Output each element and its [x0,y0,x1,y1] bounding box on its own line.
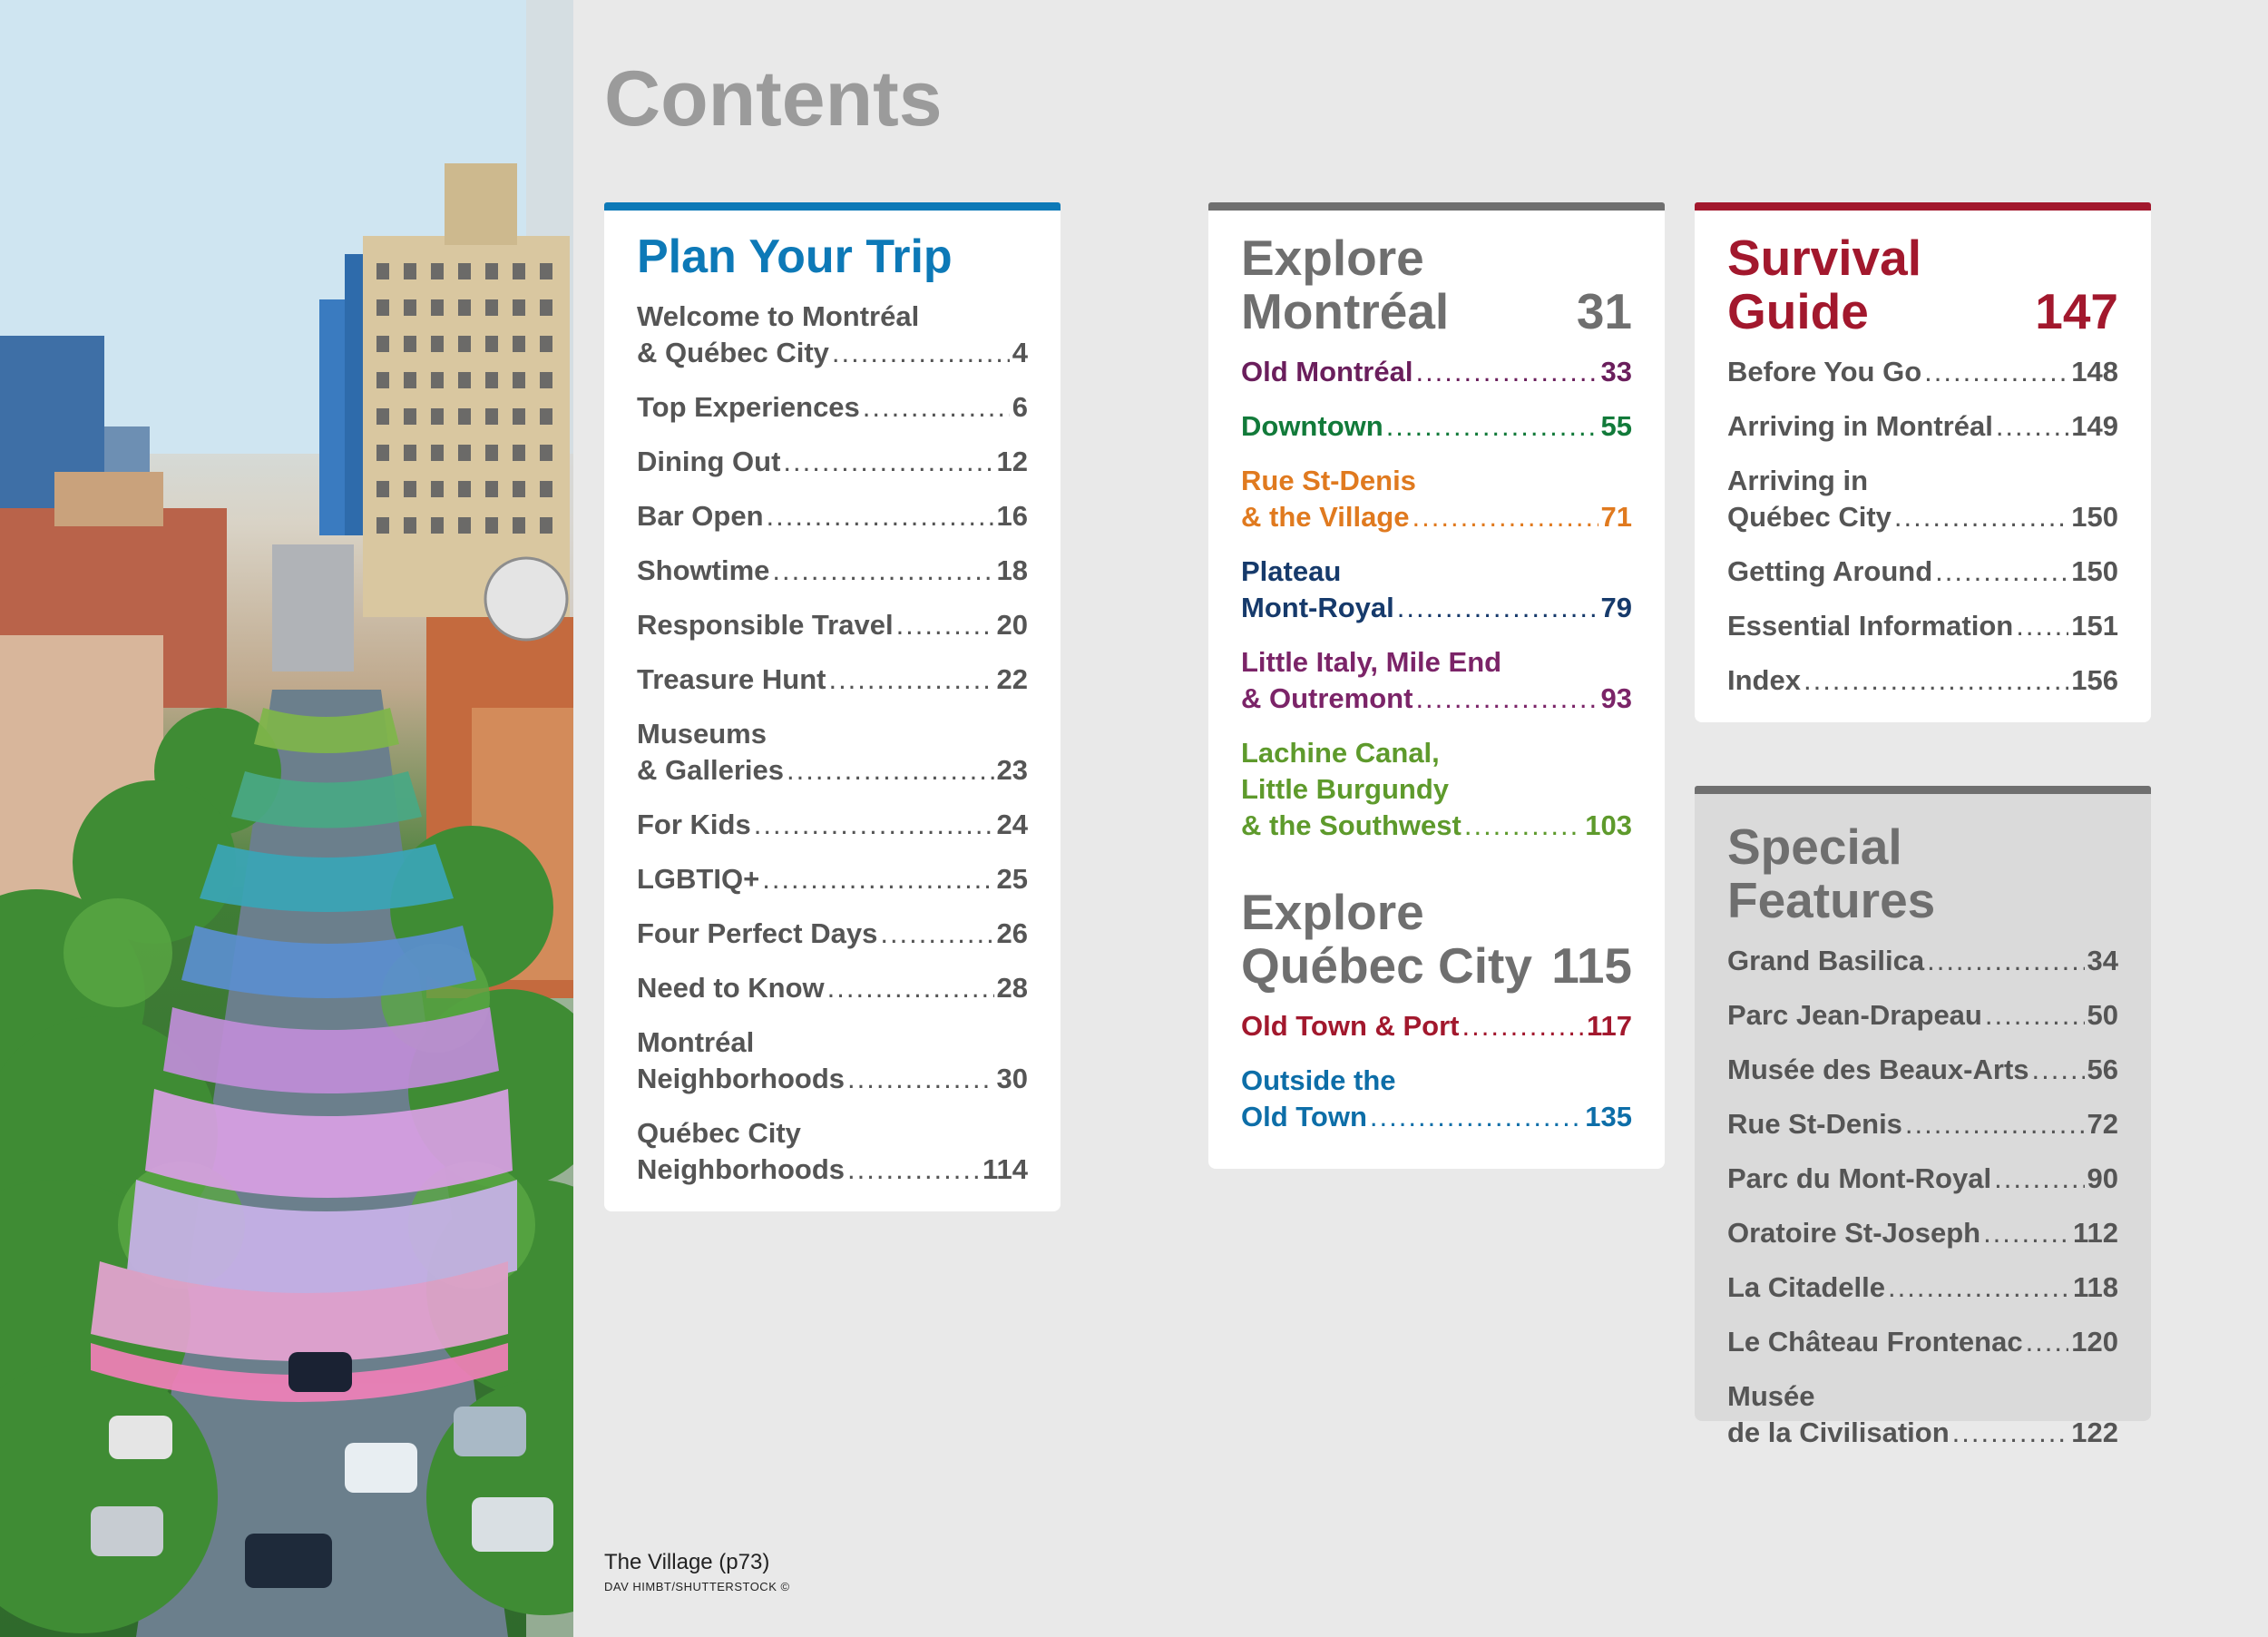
toc-entry[interactable]: Québec City Neighborhoods ..... 114 [637,1115,1028,1188]
page-number: 90 [2087,1162,2118,1194]
page-number: 150 [2071,554,2118,587]
page-number: 25 [996,863,1028,896]
page-number: 56 [2087,1053,2118,1085]
toc-entry[interactable]: Essential Information ..... 151 [1727,608,2118,644]
toc-entry[interactable]: Before You Go ..... 148 [1727,354,2118,390]
toc-entry[interactable]: Need to Know ..... 28 [637,970,1028,1006]
page-number: 33 [1600,355,1632,387]
photo-caption [604,1550,790,1593]
cover-photo [0,0,573,1637]
toc-entry[interactable]: Musée des Beaux-Arts ..... 56 [1727,1052,2118,1088]
toc-entry[interactable]: Museums & Galleries ..... 23 [637,716,1028,789]
toc-entry[interactable]: Montréal Neighborhoods ..... 30 [637,1024,1028,1097]
page-number: 149 [2071,409,2118,442]
section-page-number: 147 [2035,283,2118,340]
page-number: 16 [996,500,1028,533]
page-number: 114 [982,1153,1028,1186]
page-number: 22 [996,663,1028,696]
toc-entry[interactable]: Rue St-Denis ..... 72 [1727,1106,2118,1142]
special-features-card [1695,786,2151,1448]
page-number: 12 [996,446,1028,478]
survival-guide-card [1695,202,2151,722]
toc-entry[interactable]: Plateau Mont-Royal ..... 79 [1241,554,1632,626]
toc-entry[interactable]: Le Château Frontenac ..... 120 [1727,1324,2118,1360]
toc-entry[interactable]: Index ..... 156 [1727,662,2118,699]
street-scene-illustration [0,0,573,1637]
page-number: 151 [2071,609,2118,642]
page-number: 112 [2072,1216,2118,1249]
toc-entry[interactable]: Old Town & Port ..... 117 [1241,1008,1632,1044]
page-number: 6 [1012,391,1028,424]
page-number: 135 [1585,1100,1632,1132]
toc-entry[interactable]: Parc du Mont-Royal ..... 90 [1727,1161,2118,1197]
page-title: Contents [604,55,943,142]
section-color-bar [1208,202,1665,211]
toc-entry[interactable]: Arriving in Montréal ..... 149 [1727,408,2118,445]
plan-your-trip-card [604,202,1061,1211]
toc-entry[interactable]: Treasure Hunt ..... 22 [637,662,1028,698]
page-number: 148 [2071,355,2118,387]
toc-entry[interactable]: Bar Open ..... 16 [637,498,1028,534]
section-color-bar [1695,786,2151,794]
page-number: 50 [2087,998,2118,1031]
page-number: 103 [1585,809,1632,841]
page-number: 120 [2071,1325,2118,1358]
section-page-number: 115 [1551,937,1632,995]
section-color-bar [604,202,1061,211]
section-heading: Plan Your Trip [637,230,953,283]
toc-entry[interactable]: Oratoire St-Joseph ..... 112 [1727,1215,2118,1251]
page-number: 150 [2071,500,2118,533]
toc-entry[interactable]: Arriving in Québec City ..... 150 [1727,463,2118,535]
page-number: 93 [1600,681,1632,714]
toc-entry[interactable]: Downtown ..... 55 [1241,408,1632,445]
page-number: 122 [2071,1416,2118,1448]
toc-entry[interactable]: Getting Around ..... 150 [1727,554,2118,590]
page-number: 72 [2087,1107,2118,1140]
toc-entry[interactable]: Little Italy, Mile End & Outremont ..... 93 [1241,644,1632,717]
caption-title: The Village (p73) [604,1550,770,1574]
page-number: 28 [996,972,1028,1005]
toc-entry[interactable]: Four Perfect Days ..... 26 [637,916,1028,952]
page-number: 117 [1586,1009,1632,1042]
section-page-number: 31 [1576,283,1632,340]
toc-entry[interactable]: For Kids ..... 24 [637,807,1028,843]
toc-entry[interactable]: Showtime ..... 18 [637,553,1028,589]
section-heading: Special Features [1727,818,1936,929]
page-number: 71 [1600,500,1632,533]
toc-entry[interactable]: Dining Out ..... 12 [637,444,1028,480]
toc-entry[interactable]: Grand Basilica ..... 34 [1727,943,2118,979]
page-number: 34 [2087,944,2118,976]
toc-entry[interactable]: La Citadelle ..... 118 [1727,1269,2118,1306]
page-number: 4 [1012,337,1028,369]
page-number: 156 [2071,663,2118,696]
page-number: 55 [1600,409,1632,442]
page-number: 26 [996,917,1028,950]
toc-entry[interactable]: Lachine Canal, Little Burgundy & the Southwest ..... 103 [1241,735,1632,844]
photo-credit: DAV HIMBT/SHUTTERSTOCK © [604,1579,790,1593]
section-heading: Explore Montréal 31 [1241,230,1632,340]
toc-entry[interactable]: Welcome to Montréal & Québec City ..... 4 [637,299,1028,371]
page-number: 18 [996,554,1028,587]
toc-entry[interactable]: Parc Jean-Drapeau ..... 50 [1727,997,2118,1034]
toc-entry[interactable]: Rue St-Denis & the Village ..... 71 [1241,463,1632,535]
page-number: 20 [996,609,1028,642]
toc-entry[interactable]: Top Experiences ..... 6 [637,389,1028,426]
toc-entry[interactable]: LGBTIQ+ ..... 25 [637,861,1028,897]
page-number: 118 [2072,1270,2118,1303]
section-heading: Survival Guide 147 [1727,230,2118,340]
toc-entry[interactable]: Outside the Old Town ..... 135 [1241,1063,1632,1135]
section-color-bar [1695,202,2151,211]
page-number: 23 [996,754,1028,787]
section-heading: Explore Québec City 115 [1241,883,1632,995]
explore-card [1208,202,1665,1169]
toc-entry[interactable]: Musée de la Civilisation ..... 122 [1727,1378,2118,1451]
toc-entry[interactable]: Responsible Travel ..... 20 [637,607,1028,643]
page-number: 30 [996,1063,1028,1095]
toc-entry[interactable]: Old Montréal ..... 33 [1241,354,1632,390]
page-number: 24 [996,809,1028,841]
page-number: 79 [1600,591,1632,623]
